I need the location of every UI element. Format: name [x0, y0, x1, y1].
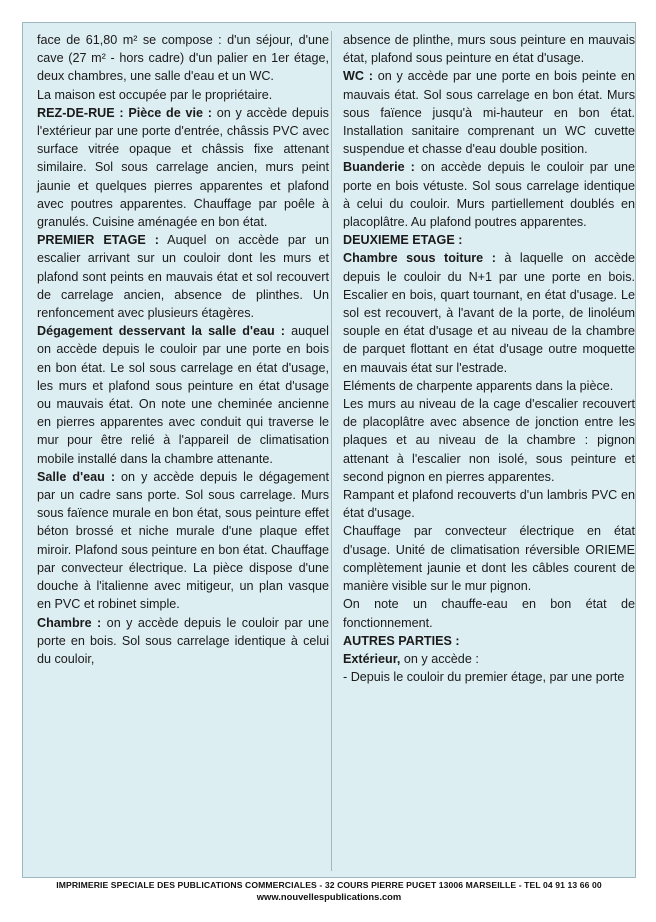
printer-address: IMPRIMERIE SPECIALE DES PUBLICATIONS COMMERCIALES - 32 COURS PIERRE PUGET 13006 MARSEILLE - TEL 04 91 13 66 00 [56, 880, 602, 890]
paragraph-text: on y accède depuis le dégagement par un cadre sans porte. Sol sous carrelage. Murs sous faïence murale en bon état, sous peinture effet béton brossé et niche murale d'une plaque effet miroir. Plafond sous peinture en bon état. Chauffage par convecteur électrique. La pièce dispose d'une douche à l'italienne avec mitigeur, un plan vasque en PVC et robinet simple. [37, 469, 329, 612]
paragraph [343, 595, 635, 631]
document-page [22, 22, 636, 878]
paragraph-text: Chauffage par convecteur électrique en état d'usage. Unité de climatisation réversible ORIEME complètement jaunie et dont les câbles courent de manière visible sur le mur pignon. [343, 524, 635, 594]
section-heading: Salle d'eau : [37, 469, 116, 484]
section-heading: WC : [343, 69, 373, 84]
paragraph [37, 614, 329, 669]
paragraph-text: on y accède par une porte en bois peinte en mauvais état. Sol sous carrelage en bon état. Murs sous faïence jusqu'à mi-hauteur en bon état. Installation sanitaire comprenant un WC cuvette suspendue et chasse d'eau double position. [343, 69, 635, 157]
paragraph [343, 395, 635, 486]
paragraph [37, 322, 329, 468]
paragraph-text: Eléments de charpente apparents dans la pièce. [343, 378, 614, 393]
paragraph-text: on y accède : [400, 651, 479, 666]
paragraph [37, 231, 329, 322]
paragraph [343, 158, 635, 231]
paragraph-text: La maison est occupée par le propriétaire. [37, 87, 273, 102]
paragraph-text: auquel on accède depuis le couloir par une porte en bois en bon état. Le sol sous carrelage en état d'usage, les murs et plafond sous peinture en état d'usage ou mauvais état. On note une cheminée ancienne en pierres apparentes avec conduit qui traverse le mur pour être relié à l'appareil de climatisation mobile installé dans la chambre attenante. [37, 324, 329, 466]
left-column [37, 31, 329, 668]
paragraph-text: Auquel on accède par un escalier arrivant sur un couloir dont les murs et plafond sont peints en mauvais état et sol recouvert de carrelage ancien, absence de plinthes. Un renfoncement avec plusieurs étagères. [37, 233, 329, 321]
paragraph [343, 249, 635, 376]
paragraph-text: - Depuis le couloir du premier étage, par une porte [343, 670, 625, 685]
printer-website: www.nouvellespublications.com [256, 891, 402, 902]
right-column [343, 31, 635, 686]
paragraph-text: à laquelle on accède depuis le couloir du N+1 par une porte en bois. Escalier en bois, quart tournant, en état d'usage. Le sol est recouvert, à l'avant de la porte, de linoléum souple en état d'usage et au niveau de la chambre de parquet flottant en état d'usage outre moquette en mauvais état sur l'estrade. [343, 251, 635, 375]
paragraph [37, 468, 329, 614]
section-heading: DEUXIEME ETAGE : [343, 233, 463, 248]
paragraph [343, 377, 635, 395]
paragraph [343, 632, 635, 650]
paragraph [37, 104, 329, 231]
section-heading: AUTRES PARTIES : [343, 633, 460, 648]
paragraph-text: on accède depuis le couloir par une porte en bois vétuste. Sol sous carrelage identique à celui du couloir. Murs partiellement doublés en placoplâtre. Au plafond poutres apparentes. [343, 160, 635, 230]
paragraph-text: on y accède depuis le couloir par une porte en bois. Sol sous carrelage identique à celui du couloir, [37, 615, 329, 666]
paragraph [343, 668, 635, 686]
paragraph-text: absence de plinthe, murs sous peinture en mauvais état, plafond sous peinture en état d'usage. [343, 33, 635, 66]
paragraph [343, 231, 635, 249]
paragraph [343, 522, 635, 595]
section-heading: PREMIER ETAGE : [37, 233, 159, 248]
section-heading: Dégagement desservant la salle d'eau : [37, 324, 285, 339]
section-heading: Chambre : [37, 615, 102, 630]
paragraph [37, 31, 329, 86]
paragraph-text: Rampant et plafond recouverts d'un lambris PVC en état d'usage. [343, 488, 635, 521]
column-divider [331, 31, 332, 871]
paragraph [343, 31, 635, 67]
section-heading: Chambre sous toiture : [343, 251, 496, 266]
paragraph-text: On note un chauffe-eau en bon état de fonctionnement. [343, 597, 635, 630]
paragraph [343, 650, 635, 668]
paragraph [343, 67, 635, 158]
section-heading: REZ-DE-RUE : Pièce de vie : [37, 105, 212, 120]
section-heading: Extérieur, [343, 651, 401, 666]
paragraph-text: face de 61,80 m² se compose : d'un séjour, d'une cave (27 m² - hors cadre) d'un palier en 1er étage, deux chambres, une salle d'eau et un WC. [37, 33, 329, 84]
paragraph-text: Les murs au niveau de la cage d'escalier recouvert de placoplâtre avec absence de jonction entre les plaques et au niveau de la chambre : pignon attenant à l'escalier non isolé, sous peinture et second pignon en pierres apparentes. [343, 397, 635, 484]
paragraph-text: on y accède depuis l'extérieur par une porte d'entrée, châssis PVC avec surface vitrée opaque et châssis fixe attenant similaire. Sol sous carrelage ancien, murs peint jaunie et quelques pierres apparentes et plafond avec poutres apparentes. Chauffage par poêle à granulés. Cuisine aménagée en bon état. [37, 105, 329, 230]
paragraph [343, 486, 635, 522]
section-heading: Buanderie : [343, 160, 415, 175]
paragraph [37, 86, 329, 104]
printer-footer [22, 880, 636, 904]
